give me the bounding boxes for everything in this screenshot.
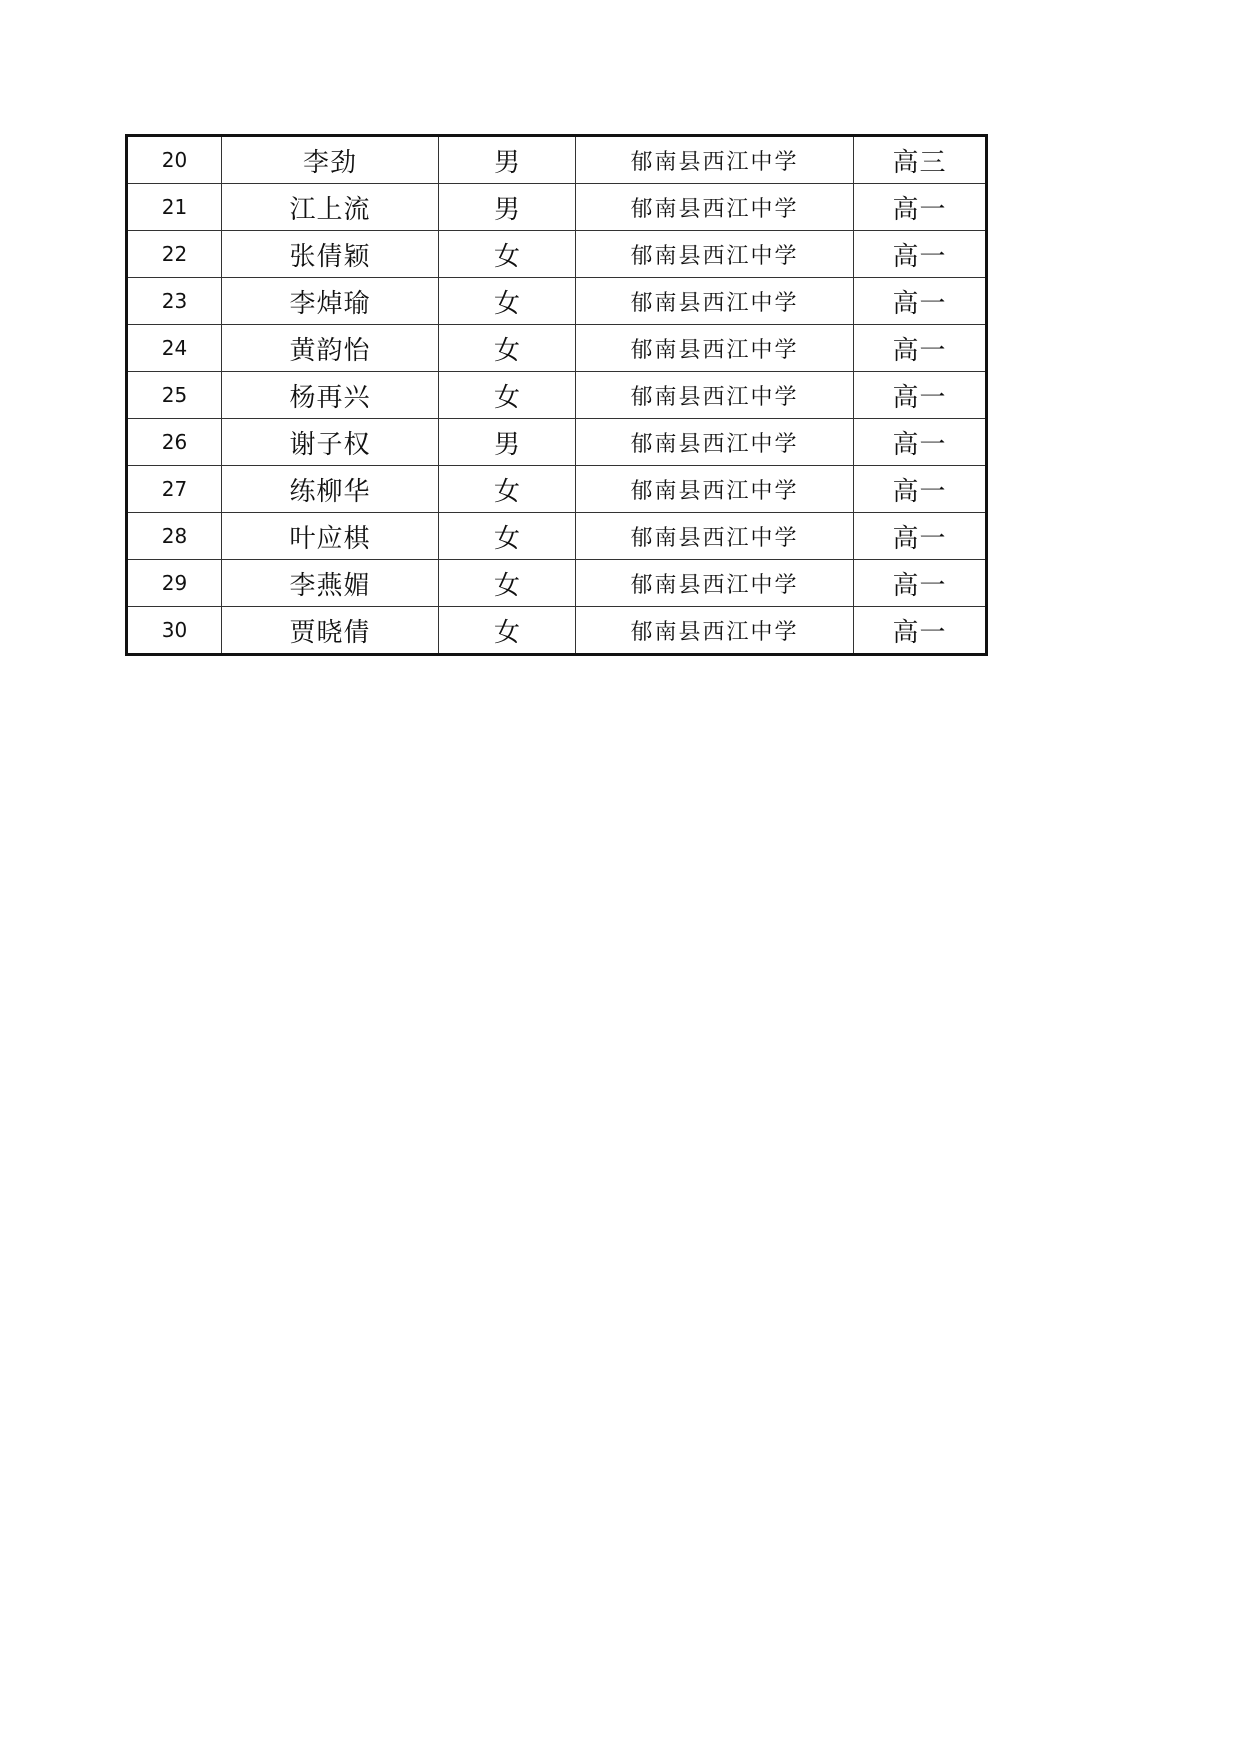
student-name: 贾晓倩 <box>222 607 439 655</box>
student-gender: 女 <box>439 231 576 278</box>
student-name: 张倩颖 <box>222 231 439 278</box>
student-name: 李劲 <box>222 136 439 184</box>
student-school: 郁南县西江中学 <box>576 325 854 372</box>
table-row <box>127 372 987 419</box>
student-name: 叶应棋 <box>222 513 439 560</box>
table-row <box>127 136 987 184</box>
row-number: 24 <box>127 325 222 372</box>
student-grade: 高三 <box>854 136 987 184</box>
student-school: 郁南县西江中学 <box>576 136 854 184</box>
student-school: 郁南县西江中学 <box>576 560 854 607</box>
student-name: 杨再兴 <box>222 372 439 419</box>
student-name: 江上流 <box>222 184 439 231</box>
row-number: 25 <box>127 372 222 419</box>
student-school: 郁南县西江中学 <box>576 419 854 466</box>
student-school: 郁南县西江中学 <box>576 466 854 513</box>
student-grade: 高一 <box>854 466 987 513</box>
row-number: 27 <box>127 466 222 513</box>
table-row <box>127 419 987 466</box>
student-gender: 女 <box>439 278 576 325</box>
row-number: 26 <box>127 419 222 466</box>
student-grade: 高一 <box>854 231 987 278</box>
student-grade: 高一 <box>854 372 987 419</box>
table-row <box>127 513 987 560</box>
student-grade: 高一 <box>854 325 987 372</box>
row-number: 22 <box>127 231 222 278</box>
student-school: 郁南县西江中学 <box>576 184 854 231</box>
row-number: 23 <box>127 278 222 325</box>
student-roster-table <box>125 134 988 656</box>
student-grade: 高一 <box>854 419 987 466</box>
row-number: 30 <box>127 607 222 655</box>
student-name: 李焯瑜 <box>222 278 439 325</box>
student-grade: 高一 <box>854 513 987 560</box>
student-school: 郁南县西江中学 <box>576 231 854 278</box>
table-row <box>127 325 987 372</box>
table-row <box>127 231 987 278</box>
student-gender: 女 <box>439 325 576 372</box>
student-school: 郁南县西江中学 <box>576 513 854 560</box>
student-name: 李燕媚 <box>222 560 439 607</box>
student-school: 郁南县西江中学 <box>576 372 854 419</box>
student-gender: 女 <box>439 513 576 560</box>
student-grade: 高一 <box>854 560 987 607</box>
student-gender: 男 <box>439 136 576 184</box>
student-grade: 高一 <box>854 278 987 325</box>
student-gender: 男 <box>439 184 576 231</box>
table-row <box>127 466 987 513</box>
table-row <box>127 560 987 607</box>
student-gender: 女 <box>439 607 576 655</box>
student-gender: 女 <box>439 560 576 607</box>
student-school: 郁南县西江中学 <box>576 607 854 655</box>
row-number: 21 <box>127 184 222 231</box>
student-gender: 女 <box>439 372 576 419</box>
row-number: 28 <box>127 513 222 560</box>
student-gender: 男 <box>439 419 576 466</box>
student-name: 谢子权 <box>222 419 439 466</box>
table-row <box>127 184 987 231</box>
student-gender: 女 <box>439 466 576 513</box>
student-name: 黄韵怡 <box>222 325 439 372</box>
student-grade: 高一 <box>854 607 987 655</box>
row-number: 29 <box>127 560 222 607</box>
student-name: 练柳华 <box>222 466 439 513</box>
table-row <box>127 278 987 325</box>
table-row <box>127 607 987 655</box>
row-number: 20 <box>127 136 222 184</box>
student-grade: 高一 <box>854 184 987 231</box>
student-school: 郁南县西江中学 <box>576 278 854 325</box>
